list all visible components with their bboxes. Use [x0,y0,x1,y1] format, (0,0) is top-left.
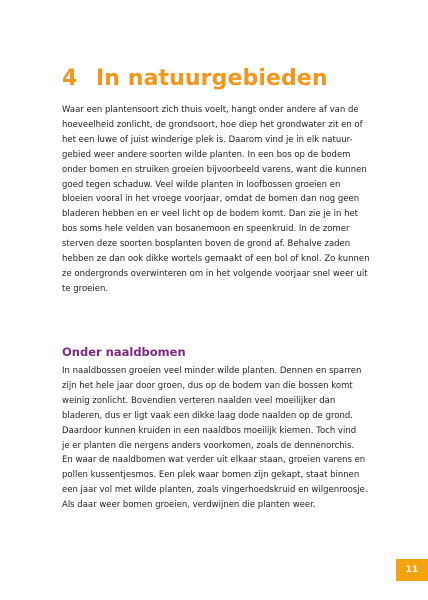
section-line: zijn het hele jaar door groen, dus op de bodem van die bossen komt [62,380,353,391]
intro-line: Waar een plantensoort zich thuis voelt, hangt onder andere af van de [62,105,359,115]
intro-line: ze ondergronds overwinteren om in het volgende voorjaar snel weer uit [62,268,368,279]
section-line: En waar de naaldbomen wat verder uit elkaar staan, groeien varens en [62,455,366,466]
section-line: weinig zonlicht. Bovendien verteren naalden veel moeilijker dan [62,395,336,406]
intro-line: onder bomen en struiken groeien bijvoorbeeld varens, want die kunnen [62,164,367,175]
section-line: Daardoor kunnen kruiden in een naaldbos moeilijk kiemen. Toch vind [62,425,357,436]
section-line: Als daar weer bomen groeien, verdwijnen die planten weer. [62,500,316,511]
intro-line: het een luwe of juist winderige plek is. Daarom vind je in elk natuur- [62,134,353,145]
intro-line: hoeveelheid zonlicht, de grondsoort, hoe diep het grondwater zit en of [62,119,363,130]
section-heading: Onder naaldbomen [62,345,186,359]
intro-line: goed tegen schaduw. Veel wilde planten in loofbossen groeien en [62,179,341,190]
intro-line: sterven deze soorten bosplanten boven de grond af. Behalve zaden [62,239,351,250]
chapter-title-text: In natuurgebieden [96,66,328,91]
intro-line: hebben ze dan ook dikke wortels gemaakt of een bol of knol. Zo kunnen [62,254,370,265]
intro-line: gebied weer andere soorten wilde planten. In een bos op de bodem [62,149,351,160]
intro-paragraph [62,103,374,297]
intro-line: te groeien. [62,283,109,294]
intro-line: bladeren hebben en er veel licht op de bodem komt. Dan zie je in het [62,209,359,220]
chapter-title [62,66,328,91]
section-line: In naaldbossen groeien veel minder wilde planten. Dennen en sparren [62,366,362,376]
section-line: bladeren, dus er ligt vaak een dikke laag dode naalden op de grond. [62,410,353,421]
page-number-tab: 11 [396,559,428,581]
section-line: pollen kussentjesmos. Een plek waar bomen zijn gekapt, staat binnen [62,470,360,481]
section-paragraph [62,364,374,513]
intro-line: bos soms hele velden van bosanemoon en speenkruid. In de zomer [62,224,350,235]
section-line: een jaar vol met wilde planten, zoals vingerhoedskruid en wilgenroosje. [62,485,368,496]
section-line: je er planten die nergens anders voorkomen, zoals de dennenorchis. [62,440,355,451]
chapter-number: 4 [62,66,78,91]
intro-line: bloeien vooral in het vroege voorjaar, omdat de bomen dan nog geen [62,194,360,205]
